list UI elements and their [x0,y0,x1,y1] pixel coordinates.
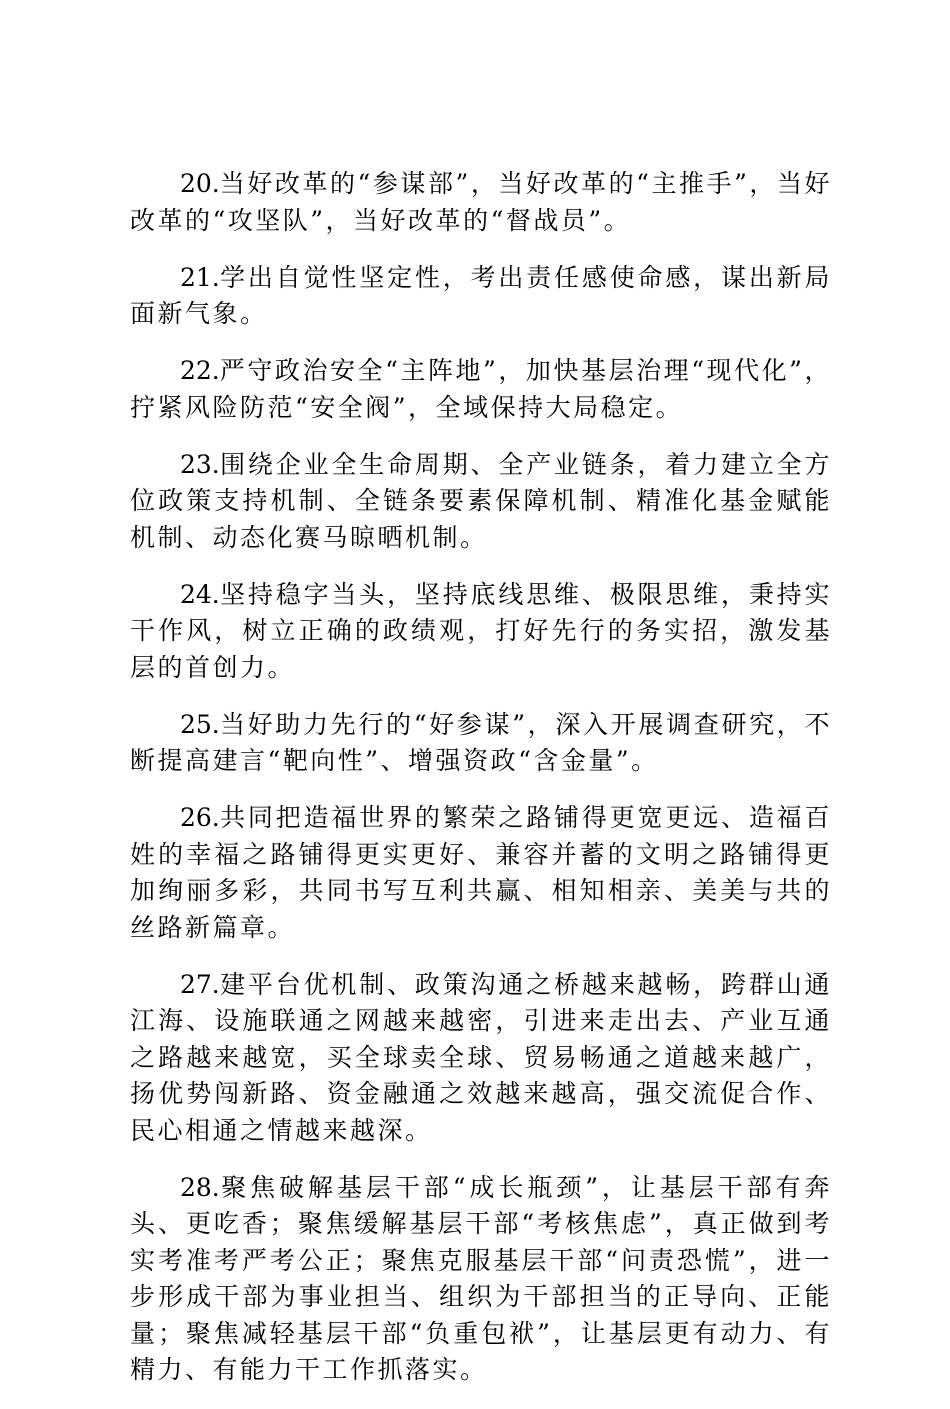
paragraph-27 [130,967,832,1150]
paragraph-number: 21. [180,262,220,292]
paragraph-24 [130,577,832,687]
paragraph-number: 28. [180,1172,220,1202]
paragraph-number: 24. [180,579,220,609]
paragraph-text: 当好改革的“参谋部”，当好改革的“主推手”，当好改革的“攻坚队”，当好改革的“督战员”。 [130,169,832,235]
paragraph-text: 共同把造福世界的繁荣之路铺得更宽更远、造福百姓的幸福之路铺得更实更好、兼容并蓄的文明之路铺得更加绚丽多彩，共同书写互利共赢、相知相亲、美美与共的丝路新篇章。 [130,803,832,942]
paragraph-text: 学出自觉性坚定性，考出责任感使命感，谋出新局面新气象。 [130,262,832,328]
paragraph-number: 23. [180,449,220,479]
paragraph-number: 22. [180,356,220,385]
paragraph-25 [130,707,832,780]
paragraph-text: 建平台优机制、政策沟通之桥越来越畅，跨群山通江海、设施联通之网越来越密，引进来走出去、产业互通之路越来越宽，买全球卖全球、贸易畅通之道越来越广，扬优势闯新路、资金融通之效越来越高，强交流促合作、民心相通之情越来越深。 [130,969,832,1145]
paragraph-23 [130,447,832,557]
paragraph-text: 当好助力先行的“好参谋”，深入开展调查研究，不断提高建言“靶向性”、增强资政“含金量”。 [130,709,832,775]
paragraph-text: 严守政治安全“主阵地”，加快基层治理“现代化”，拧紧风险防范“安全阀”，全域保持大局稳定。 [130,356,832,422]
paragraph-number: 26. [180,803,220,832]
paragraph-text: 聚焦破解基层干部“成长瓶颈”，让基层干部有奔头、更吃香；聚焦缓解基层干部“考核焦虑”，真正做到考实考准考严考公正；聚焦克服基层干部“问责恐慌”，进一步形成干部为事业担当、组织为干部担当的正导向、正能量；聚焦减轻基层干部“负重包袱”，让基层更有动力、有精力、有能力干工作抓落实。 [130,1172,832,1384]
paragraph-21 [130,260,832,333]
paragraph-20 [130,166,832,239]
paragraph-number: 27. [180,969,220,999]
paragraph-28 [130,1170,832,1389]
document-body [130,166,832,1409]
paragraph-text: 坚持稳字当头，坚持底线思维、极限思维，秉持实干作风，树立正确的政绩观，打好先行的务实招，激发基层的首创力。 [130,579,832,682]
paragraph-text: 围绕企业全生命周期、全产业链条，着力建立全方位政策支持机制、全链条要素保障机制、精准化基金赋能机制、动态化赛马晾晒机制。 [130,449,832,552]
paragraph-number: 20. [180,169,220,198]
paragraph-number: 25. [180,709,220,739]
paragraph-26 [130,800,832,946]
paragraph-22 [130,353,832,426]
